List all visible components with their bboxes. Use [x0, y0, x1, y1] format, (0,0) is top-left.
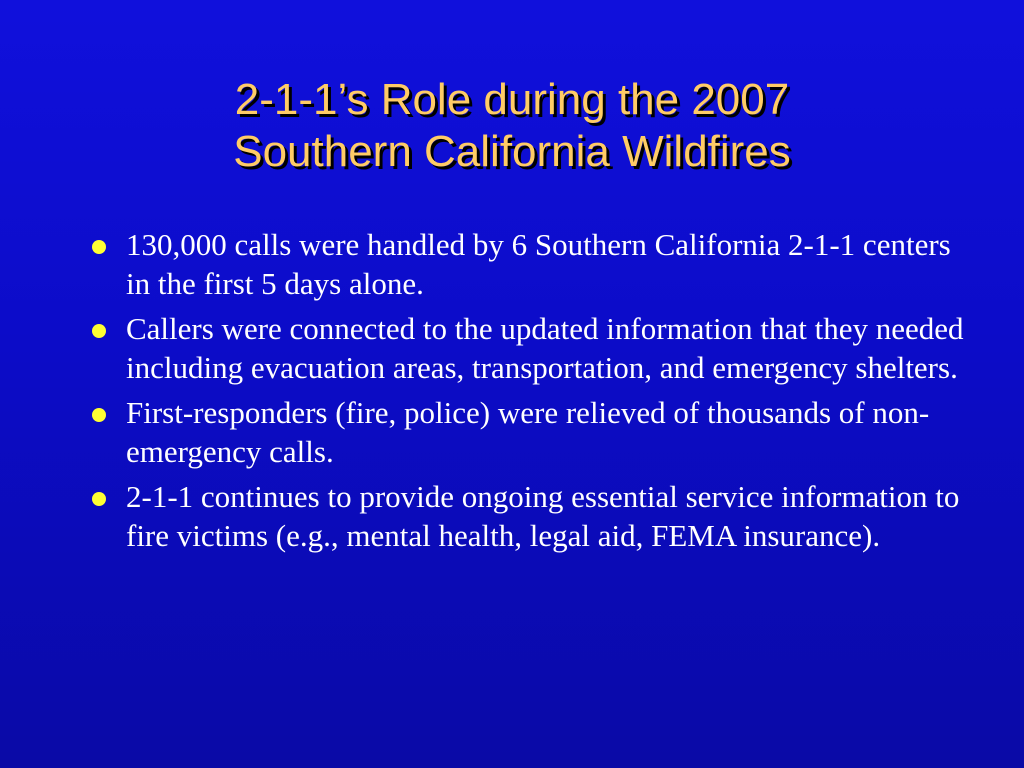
bullet-dot-icon	[92, 408, 106, 422]
bullet-text: First-responders (fire, police) were relieved of thousands of non-emergency calls.	[126, 395, 930, 469]
list-item	[92, 309, 972, 387]
title-line-1: 2-1-1’s Role during the 2007	[234, 75, 790, 124]
bullet-text: Callers were connected to the updated information that they needed including evacuation areas, transportation, and emergency shelters.	[126, 311, 964, 385]
title-line-2: Southern California Wildfires	[233, 127, 791, 176]
list-item	[92, 477, 972, 555]
list-item	[92, 393, 972, 471]
bullet-text: 2-1-1 continues to provide ongoing essential service information to fire victims (e.g., mental health, legal aid, FEMA insurance).	[126, 479, 960, 553]
bullet-dot-icon	[92, 240, 106, 254]
bullet-list	[92, 225, 972, 561]
bullet-text: 130,000 calls were handled by 6 Southern California 2-1-1 centers in the first 5 days alone.	[126, 227, 951, 301]
bullet-dot-icon	[92, 492, 106, 506]
list-item	[92, 225, 972, 303]
bullet-dot-icon	[92, 324, 106, 338]
slide-title	[0, 74, 1024, 178]
